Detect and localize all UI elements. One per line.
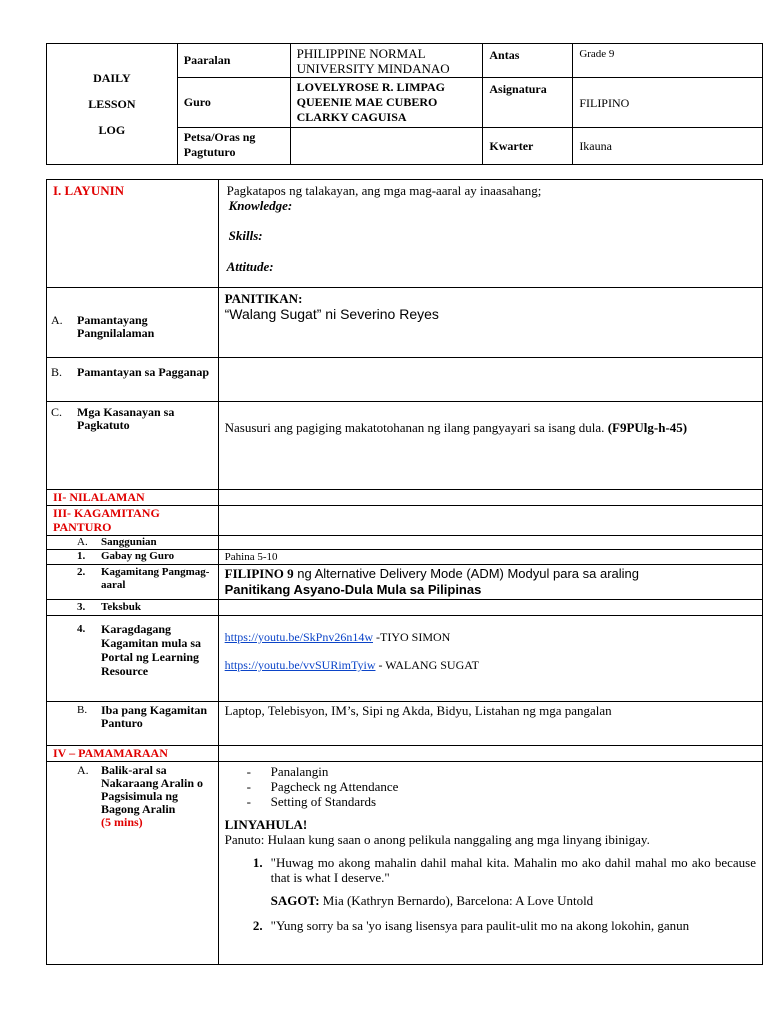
question-2-number: 2. xyxy=(252,918,263,933)
antas-label: Antas xyxy=(483,44,573,78)
iba-pang-marker: B. xyxy=(77,704,88,716)
modyul-grade: FILIPINO 9 xyxy=(224,566,294,581)
kagamitan-cell xyxy=(47,506,219,536)
lesson-log-body xyxy=(46,179,763,965)
kagamitan-content xyxy=(218,506,762,536)
knowledge-label: Knowledge: xyxy=(228,198,293,213)
pamantayang-nilalaman-cell xyxy=(47,288,219,358)
layunin-label: I. LAYUNIN xyxy=(53,183,125,198)
modyul-topic: Panitikang Asyano-Dula Mula sa Pilipinas xyxy=(224,582,482,597)
question-1-text: "Huwag mo akong mahalin dahil mahal kita. Mahalin mo ako dahil mahal mo ako because that is what I deserve." xyxy=(270,855,756,885)
guro-name-2: QUEENIE MAE CUBERO xyxy=(296,95,438,109)
lesson-log-header xyxy=(46,43,763,165)
guro-name-1: LOVELYROSE R. LIMPAG xyxy=(296,80,445,94)
kasanayan-code: (F9PUlg-h-45) xyxy=(607,420,688,435)
skills-label: Skills: xyxy=(228,228,263,243)
pamantayang-nilalaman-marker: A. xyxy=(51,312,63,327)
pamantayan-pagganap-content xyxy=(218,358,762,402)
modyul-description: ng Alternative Delivery Mode (ADM) Modyul para sa araling xyxy=(293,566,639,581)
gabay-cell xyxy=(47,550,219,565)
youtube-link-walang-sugat[interactable]: https://youtu.be/vvSURimTyiw xyxy=(224,658,376,672)
kwarter-value: Ikauna xyxy=(573,128,763,165)
title-line-1: DAILY xyxy=(93,71,131,85)
gabay-label: Gabay ng Guro xyxy=(101,550,175,562)
bullet-panalangin: Panalangin xyxy=(270,764,329,779)
pamamaraan-cell xyxy=(47,746,219,762)
kagamitang-mag-aaral-label: Kagamitang Pangmag-aaral xyxy=(101,566,210,591)
question-2-text: "Yung sorry ba sa 'yo isang lisensya para paulit-ulit mo na akong lokohin, ganun xyxy=(270,918,690,933)
attitude-label: Attitude: xyxy=(226,259,274,274)
pamantayang-nilalaman-label: Pamantayang Pangnilalaman xyxy=(77,312,155,340)
nilalaman-content xyxy=(218,490,762,506)
pamantayan-pagganap-cell xyxy=(47,358,219,402)
sagot-text: Mia (Kathryn Bernardo), Barcelona: A Love Untold xyxy=(319,893,594,908)
kasanayan-text: Nasusuri ang pagiging makatotohanan ng ilang pangyayari sa isang dula. xyxy=(224,420,605,435)
kasanayan-cell xyxy=(47,402,219,490)
layunin-intro: Pagkatapos ng talakayan, ang mga mag-aaral ay inaasahang; xyxy=(226,183,542,198)
panitikan-title: “Walang Sugat” ni Severino Reyes xyxy=(224,306,439,322)
layunin-content xyxy=(218,180,762,288)
karagdagang-cell xyxy=(47,616,219,702)
teksbuk-content xyxy=(218,600,762,616)
title-line-2: LESSON xyxy=(88,97,136,111)
kwarter-label: Kwarter xyxy=(483,128,573,165)
iba-pang-value: Laptop, Telebisyon, IM’s, Sipi ng Akda, Bidyu, Listahan ng mga pangalan xyxy=(218,702,762,746)
layunin-cell xyxy=(47,180,219,288)
pamantayang-nilalaman-content xyxy=(218,288,762,358)
kagamitang-mag-aaral-content xyxy=(218,565,762,600)
karagdagang-label: Karagdagang Kagamitan mula sa Portal ng Learning Resource xyxy=(101,622,202,678)
guro-name-3: CLARKY CAGUISA xyxy=(296,110,407,124)
kagamitang-mag-aaral-marker: 2. xyxy=(77,566,86,578)
question-1-number: 1. xyxy=(252,855,263,870)
youtube-link-tiyo-simon[interactable]: https://youtu.be/SkPnv26n14w xyxy=(224,630,373,644)
linyahula-title: LINYAHULA! xyxy=(224,817,308,832)
asignatura-label: Asignatura xyxy=(483,78,573,128)
petsa-value xyxy=(290,128,483,165)
pamamaraan-label: IV – PAMAMARAAN xyxy=(53,746,168,760)
guro-value xyxy=(290,78,483,128)
paaralan-value: PHILIPPINE NORMAL UNIVERSITY MINDANAO xyxy=(290,44,483,78)
link2-caption: - WALANG SUGAT xyxy=(375,658,479,672)
kagamitan-label: III- KAGAMITANG PANTURO xyxy=(53,506,160,534)
sanggunian-content xyxy=(218,536,762,550)
balik-aral-content: - Panalangin - Pagcheck ng Attendance - Setting of Standards LINYAHULA! Panuto: Hulaan kung saan o anong pelikula nanggaling ang mga linyang ibinigay. 1. "Huwag mo akong mahalin dahil mahal kita. Mahalin mo ako dahil mahal mo ako because that is what I deserve." SAGOT: Mia (Kathryn Bernardo), Barcelona: A Love Untold 2. "Yung sorry ba sa 'yo isang lisensya para paulit-ulit mo na akong lokohin, ganun xyxy=(218,762,762,965)
balik-aral-cell xyxy=(47,762,219,965)
pamantayan-pagganap-marker: B. xyxy=(51,365,63,379)
nilalaman-cell xyxy=(47,490,219,506)
teksbuk-marker: 3. xyxy=(77,601,86,613)
paaralan-label: Paaralan xyxy=(177,44,290,78)
balik-aral-label: Balik-aral sa Nakaraang Aralin o Pagsisimula ng Bagong Aralin xyxy=(101,763,204,816)
sanggunian-marker: A. xyxy=(77,536,88,548)
antas-value: Grade 9 xyxy=(573,44,763,78)
bullet-standards: Setting of Standards xyxy=(270,794,377,809)
kagamitang-mag-aaral-cell xyxy=(47,565,219,600)
sanggunian-label: Sanggunian xyxy=(101,536,157,548)
panitikan-heading: PANITIKAN: xyxy=(224,291,303,306)
panuto-text: Panuto: Hulaan kung saan o anong pelikula nanggaling ang mga linyang ibinigay. xyxy=(224,832,650,847)
title-line-3: LOG xyxy=(98,123,126,137)
bullet-attendance: Pagcheck ng Attendance xyxy=(270,779,399,794)
guro-label: Guro xyxy=(177,78,290,128)
iba-pang-label: Iba pang Kagamitan Panturo xyxy=(101,703,208,730)
balik-aral-time: (5 mins) xyxy=(101,815,143,829)
petsa-label: Petsa/Oras ng Pagtuturo xyxy=(177,128,290,165)
balik-aral-marker: A. xyxy=(77,763,89,777)
asignatura-value: FILIPINO xyxy=(573,78,763,128)
gabay-marker: 1. xyxy=(77,550,86,562)
karagdagang-marker: 4. xyxy=(77,623,86,635)
page-title xyxy=(47,44,178,165)
sagot-label: SAGOT: xyxy=(270,893,320,908)
link1-caption: -TIYO SIMON xyxy=(373,630,451,644)
nilalaman-label: II- NILALAMAN xyxy=(53,490,145,504)
kasanayan-marker: C. xyxy=(51,405,63,419)
teksbuk-cell xyxy=(47,600,219,616)
gabay-value: Pahina 5-10 xyxy=(218,550,762,565)
pamamaraan-content xyxy=(218,746,762,762)
karagdagang-content xyxy=(218,616,762,702)
pamantayan-pagganap-label: Pamantayan sa Pagganap xyxy=(77,365,210,379)
teksbuk-label: Teksbuk xyxy=(101,601,141,613)
kasanayan-label: Mga Kasanayan sa Pagkatuto xyxy=(77,405,175,432)
iba-pang-cell xyxy=(47,702,219,746)
kasanayan-content xyxy=(218,402,762,490)
sanggunian-cell xyxy=(47,536,219,550)
